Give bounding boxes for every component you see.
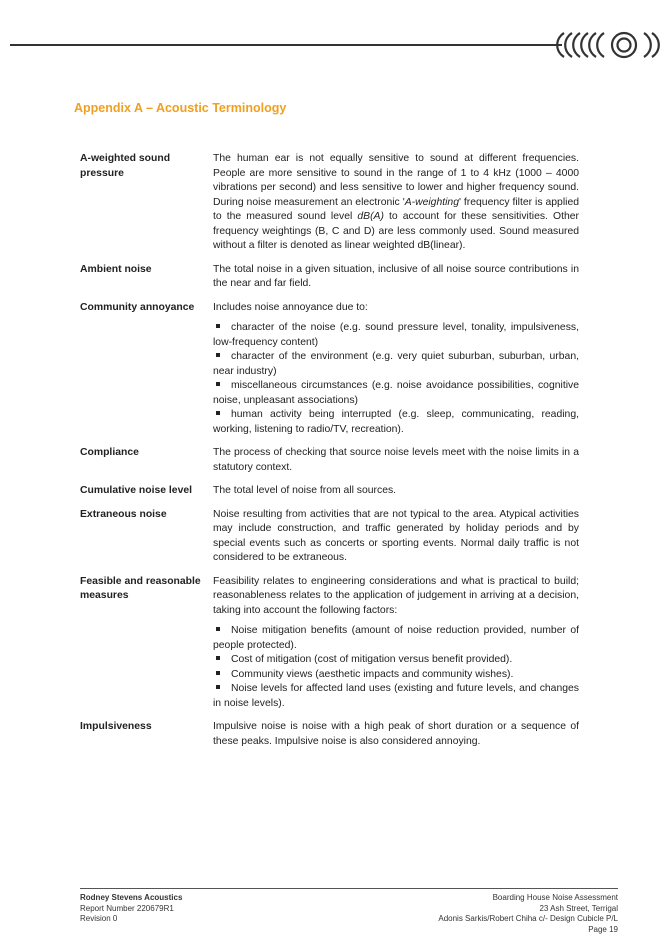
bullet-text: Noise mitigation benefits (amount of noise reduction provided, number of people protected). [213,625,579,651]
square-bullet-icon [216,382,220,386]
concentric-arcs-logo-icon [556,28,666,62]
term-definition [213,446,579,475]
definition-text: Noise resulting from activities that are not typical to the area. Atypical activities may include construction, and traffic generated by holiday periods and by special events such as concerts or sporting events. Normal daily traffic is not considered to be extraneous. [213,508,579,563]
definition-text: The total noise in a given situation, inclusive of all noise source contributions in the near and far field. [213,263,579,289]
footer-report-number: Report Number 220679R1 [80,903,174,913]
footer-address: 23 Ash Street, Terrigal [539,903,618,913]
square-bullet-icon [216,685,220,689]
term-label: Compliance [80,447,139,458]
terminology-list [80,152,580,758]
bullet-item [213,321,579,350]
term-definition [213,152,579,254]
bullet-item [213,624,579,653]
square-bullet-icon [216,324,220,328]
term-entry [80,301,580,438]
bullet-item [213,408,579,437]
square-bullet-icon [216,353,220,357]
bullet-item [213,350,579,379]
bullet-text: Noise levels for affected land uses (existing and future levels, and changes in noise levels). [213,683,579,709]
definition-text: The total level of noise from all sources. [213,485,397,496]
footer-right [438,893,618,935]
square-bullet-icon [216,656,220,660]
bullet-text: miscellaneous circumstances (e.g. noise avoidance possibilities, cognitive noise, unpleasant associations) [213,380,579,406]
definition-text: The human ear is not equally sensitive to sound at different frequencies. People are more sensitive to sound in the range of 1 to 4 kHz (1000 – 4000 vibrations per second) and less sensitive to lower and higher frequency sound. During noise measurement an electronic ' [213,153,579,208]
term-definition [213,720,579,749]
bullet-text: human activity being interrupted (e.g. sleep, communicating, reading, working, listening to radio/TV, recreation). [213,409,579,435]
definition-intro: Feasibility relates to engineering considerations and what is practical to build; reasonableness relates to the application of judgement in arriving at a decision, taking into account the following factors: [213,575,579,616]
bullet-item [213,379,579,408]
bullet-text: Cost of mitigation (cost of mitigation versus benefit provided). [231,654,513,665]
footer-revision: Revision 0 [80,914,118,923]
term-label: Cumulative noise level [80,485,193,496]
term-entry [80,263,580,292]
definition-intro: Includes noise annoyance due to: [213,301,368,313]
term-entry [80,575,580,712]
footer-company: Rodney Stevens Acoustics [80,893,183,902]
term-entry [80,720,580,749]
term-entry [80,446,580,475]
page-number: Page 19 [588,924,618,934]
bullet-item [213,668,579,683]
term-entry [80,508,580,566]
footer-left [80,893,182,925]
term-definition [213,301,579,438]
bullet-item [213,682,579,711]
term-definition [213,484,579,499]
term-label: Impulsiveness [80,721,152,732]
square-bullet-icon [216,671,220,675]
term-definition [213,575,579,712]
footer-rule [80,888,618,889]
term-entry [80,152,580,254]
term-label: Ambient noise [80,263,152,275]
definition-emphasis: dB(A) [357,211,384,222]
term-entry [80,484,580,499]
definition-text: Impulsive noise is noise with a high peak of short duration or a sequence of these peaks. Impulsive noise is also considered annoying. [213,721,579,747]
square-bullet-icon [216,627,220,631]
term-label: Feasible and reasonable measures [80,575,201,601]
bullet-text: Community views (aesthetic impacts and community wishes). [231,668,514,680]
term-label: Community annoyance [80,301,195,313]
definition-text: ' frequency filter is applied to the measured sound level [213,196,579,222]
term-label: A-weighted sound pressure [80,153,171,179]
term-definition [213,508,579,566]
term-label: Extraneous noise [80,508,167,520]
bullet-text: character of the noise (e.g. sound pressure level, tonality, impulsiveness, low-frequency content) [213,322,579,348]
term-definition [213,263,579,292]
bullet-item [213,653,579,668]
footer-report-title: Boarding House Noise Assessment [492,893,618,902]
square-bullet-icon [216,411,220,415]
bullet-text: character of the environment (e.g. very quiet suburban, suburban, urban, near industry) [213,351,579,377]
definition-text: to account for these sensitivities. Other frequency weightings (B, C and D) are less commonly used. Sound measured without a filter is denoted as linear weighted dB(linear). [213,211,579,251]
appendix-title: Appendix A – Acoustic Terminology [74,101,287,115]
header-rule [10,44,562,46]
definition-text: The process of checking that source noise levels meet with the noise limits in a statutory context. [213,447,579,473]
definition-emphasis: A-weighting [404,196,459,208]
footer-client: Adonis Sarkis/Robert Chiha c/- Design Cubicle P/L [438,914,618,923]
